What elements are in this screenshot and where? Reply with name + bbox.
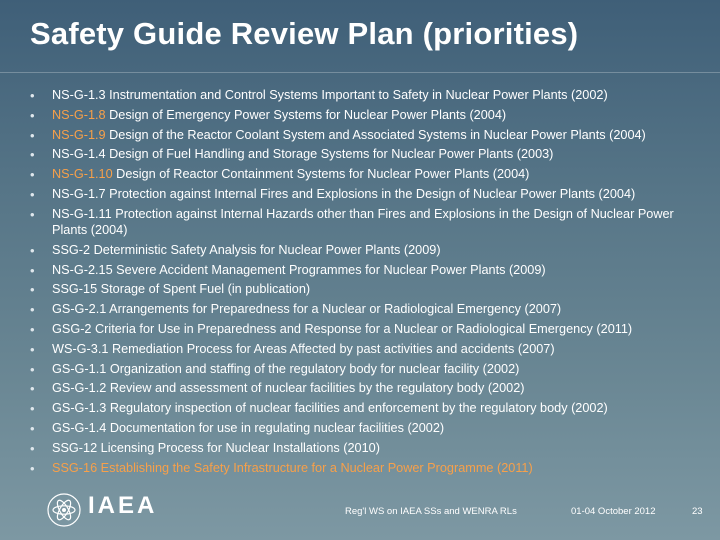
footer-event: Reg'l WS on IAEA SSs and WENRA RLs: [345, 506, 517, 517]
bullet-icon: •: [30, 206, 35, 222]
guide-code: SSG-12: [52, 440, 98, 455]
guide-code: NS-G-1.10: [52, 167, 113, 182]
list-item: [30, 360, 706, 380]
safety-guide-list: [30, 86, 706, 478]
list-item: [30, 379, 706, 399]
guide-code: NS-G-2.15: [52, 262, 113, 277]
guide-code: GS-G-1.3: [52, 401, 107, 416]
bullet-icon: •: [30, 107, 35, 123]
bullet-icon: •: [30, 147, 35, 163]
guide-title: Regulatory inspection of nuclear facilities and enforcement by the regulatory body (2002): [109, 401, 608, 416]
list-item: [30, 205, 706, 241]
guide-title: Arrangements for Preparedness for a Nuclear or Radiological Emergency (2007): [109, 302, 562, 317]
bullet-icon: •: [30, 381, 35, 397]
bullet-icon: •: [30, 127, 35, 143]
title-divider: [0, 72, 720, 73]
list-item: [30, 340, 706, 360]
guide-code: NS-G-1.9: [52, 127, 106, 142]
guide-title: Design of Reactor Containment Systems for Nuclear Power Plants (2004): [116, 167, 530, 182]
list-item: [30, 106, 706, 126]
guide-code: GSG-2: [52, 321, 92, 336]
list-item: [30, 459, 706, 479]
iaea-atom-logo-icon: [46, 492, 82, 528]
guide-code: NS-G-1.8: [52, 107, 106, 122]
guide-title: Establishing the Safety Infrastructure for a Nuclear Power Programme (2011): [100, 460, 533, 475]
guide-title: Documentation for use in regulating nuclear facilities (2002): [109, 420, 445, 435]
bullet-icon: •: [30, 401, 35, 417]
list-item: [30, 300, 706, 320]
list-item: [30, 280, 706, 300]
bullet-icon: •: [30, 420, 35, 436]
guide-title: Storage of Spent Fuel (in publication): [100, 282, 311, 297]
guide-code: SSG-2: [52, 242, 91, 257]
slide-title: Safety Guide Review Plan (priorities): [30, 16, 579, 51]
bullet-icon: •: [30, 321, 35, 337]
guide-code: GS-G-1.1: [52, 361, 107, 376]
list-item: [30, 86, 706, 106]
guide-title: Severe Accident Management Programmes for Nuclear Power Plants (2009): [116, 262, 546, 277]
guide-title: Criteria for Use in Preparedness and Response for a Nuclear or Radiological Emergency (2011): [95, 321, 633, 336]
guide-title: Organization and staffing of the regulatory body for nuclear facility (2002): [109, 361, 520, 376]
list-item: [30, 399, 706, 419]
guide-title: Review and assessment of nuclear facilities by the regulatory body (2002): [109, 381, 525, 396]
guide-title: Protection against Internal Fires and Explosions in the Design of Nuclear Power Plants (2004): [109, 186, 636, 201]
guide-title: Design of Emergency Power Systems for Nuclear Power Plants (2004): [109, 107, 507, 122]
guide-title: Remediation Process for Areas Affected by past activities and accidents (2007): [111, 341, 555, 356]
guide-title: Protection against Internal Hazards other than Fires and Explosions in the Design of Nuclear Power Plants (2004): [52, 206, 674, 238]
list-item: [30, 320, 706, 340]
page-number: 23: [692, 506, 703, 517]
bullet-icon: •: [30, 282, 35, 298]
guide-title: Licensing Process for Nuclear Installations (2010): [100, 440, 380, 455]
guide-code: GS-G-1.2: [52, 381, 107, 396]
list-item: [30, 261, 706, 281]
brand-name: IAEA: [88, 492, 158, 519]
guide-title: Design of the Reactor Coolant System and Associated Systems in Nuclear Power Plants (2004): [109, 127, 646, 142]
guide-code: NS-G-1.3: [52, 88, 106, 102]
list-item: [30, 165, 706, 185]
guide-code: SSG-16: [52, 460, 98, 475]
bullet-icon: •: [30, 341, 35, 357]
guide-code: NS-G-1.11: [52, 206, 112, 221]
list-item: [30, 241, 706, 261]
guide-code: NS-G-1.4: [52, 147, 106, 162]
bullet-icon: •: [30, 262, 35, 278]
footer-date: 01-04 October 2012: [571, 506, 656, 517]
list-item: [30, 439, 706, 459]
guide-title: Design of Fuel Handling and Storage Systems for Nuclear Power Plants (2003): [109, 147, 554, 162]
footer: [0, 490, 720, 540]
guide-code: NS-G-1.7: [52, 186, 106, 201]
list-item: [30, 185, 706, 205]
guide-code: GS-G-1.4: [52, 420, 107, 435]
guide-code: WS-G-3.1: [52, 341, 109, 356]
bullet-icon: •: [30, 440, 35, 456]
list-item: [30, 419, 706, 439]
bullet-icon: •: [30, 361, 35, 377]
bullet-icon: •: [30, 242, 35, 258]
guide-title: Deterministic Safety Analysis for Nuclear Power Plants (2009): [93, 242, 441, 257]
bullet-icon: •: [30, 186, 35, 202]
list-item: [30, 126, 706, 146]
guide-title: Instrumentation and Control Systems Important to Safety in Nuclear Power Plants (2002): [109, 88, 608, 102]
list-item: [30, 145, 706, 165]
bullet-icon: •: [30, 460, 35, 476]
guide-code: SSG-15: [52, 282, 98, 297]
bullet-icon: •: [30, 167, 35, 183]
guide-code: GS-G-2.1: [52, 302, 107, 317]
bullet-icon: •: [30, 88, 35, 103]
bullet-icon: •: [30, 302, 35, 318]
